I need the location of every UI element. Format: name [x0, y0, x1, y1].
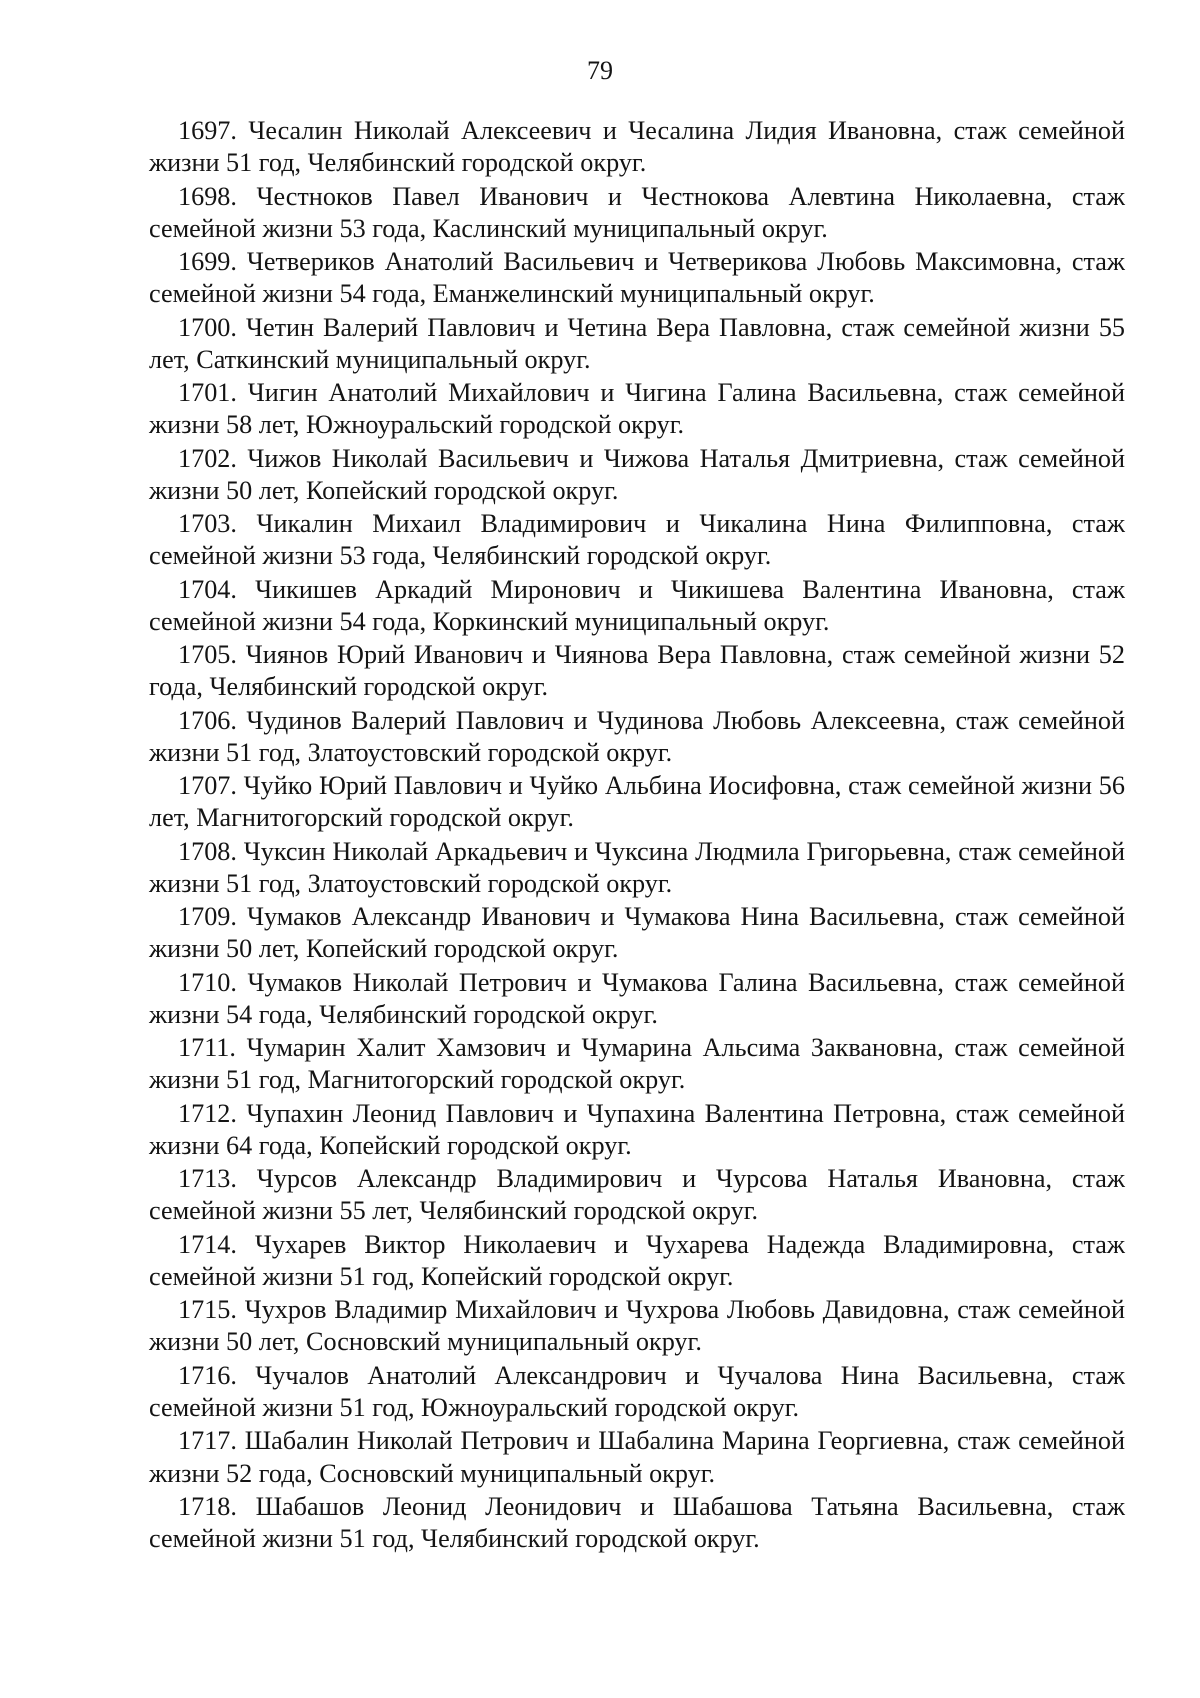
- entry-number: 1698.: [178, 181, 237, 211]
- entry-text: Чурсов Александр Владимирович и Чурсова Наталья Ивановна, стаж семейной жизни 55 лет, Челябинский городской округ.: [149, 1164, 1125, 1226]
- entry-number: 1718.: [178, 1491, 237, 1521]
- entry-text: Чупахин Леонид Павлович и Чупахина Валентина Петровна, стаж семейной жизни 64 года, Копейский городской округ.: [149, 1098, 1125, 1160]
- list-item: [149, 705, 1125, 770]
- entry-number: 1716.: [178, 1360, 237, 1390]
- entry-number: 1697.: [178, 116, 237, 145]
- entry-text: Шабалин Николай Петрович и Шабалина Марина Георгиевна, стаж семейной жизни 52 года, Сосновский муниципальный округ.: [149, 1426, 1125, 1488]
- entry-text: Четин Валерий Павлович и Четина Вера Павловна, стаж семейной жизни 55 лет, Саткинский муниципальный округ.: [149, 312, 1126, 374]
- entry-text: Чижов Николай Васильевич и Чижова Наталья Дмитриевна, стаж семейной жизни 50 лет, Копейский городской округ.: [149, 443, 1125, 505]
- entry-number: 1712.: [178, 1098, 237, 1128]
- entry-text: Шабашов Леонид Леонидович и Шабашова Татьяна Васильевна, стаж семейной жизни 51 год, Челябинский городской округ.: [149, 1491, 1125, 1554]
- entry-number: 1701.: [178, 378, 237, 408]
- entry-number: 1706.: [178, 705, 237, 735]
- entry-number: 1704.: [178, 574, 237, 604]
- list-item: [149, 115, 1125, 180]
- list-item: [149, 639, 1125, 704]
- entry-number: 1702.: [178, 443, 237, 473]
- entry-list: [149, 115, 1125, 1556]
- entry-text: Чикалин Михаил Владимирович и Чикалина Нина Филипповна, стаж семейной жизни 53 года, Челябинский городской округ.: [149, 509, 1125, 571]
- list-item: [149, 1098, 1125, 1163]
- entry-number: 1708.: [178, 836, 237, 866]
- entry-number: 1715.: [178, 1295, 237, 1325]
- entry-number: 1699.: [178, 247, 237, 277]
- entry-text: Четвериков Анатолий Васильевич и Четверикова Любовь Максимовна, стаж семейной жизни 54 года, Еманжелинский муниципальный округ.: [149, 247, 1125, 309]
- entry-text: Чумарин Халит Хамзович и Чумарина Альсима Заквановна, стаж семейной жизни 51 год, Магнитогорский городской округ.: [149, 1033, 1126, 1095]
- list-item: [149, 246, 1125, 311]
- entry-text: Чиянов Юрий Иванович и Чиянова Вера Павловна, стаж семейной жизни 52 года, Челябинский городской округ.: [149, 640, 1125, 702]
- entry-text: Чухров Владимир Михайлович и Чухрова Любовь Давидовна, стаж семейной жизни 50 лет, Сосновский муниципальный округ.: [149, 1295, 1125, 1357]
- list-item: [149, 181, 1125, 246]
- entry-number: 1707.: [178, 771, 237, 801]
- entry-text: Чудинов Валерий Павлович и Чудинова Любовь Алексеевна, стаж семейной жизни 51 год, Златоустовский городской округ.: [149, 705, 1125, 767]
- list-item: [149, 901, 1125, 966]
- list-item: [149, 770, 1125, 835]
- entry-number: 1713.: [178, 1164, 237, 1194]
- page-number: 79: [587, 56, 613, 85]
- list-item: [149, 574, 1125, 639]
- entry-text: Чумаков Николай Петрович и Чумакова Галина Васильевна, стаж семейной жизни 54 года, Челябинский городской округ.: [149, 967, 1125, 1029]
- entry-text: Чуйко Юрий Павлович и Чуйко Альбина Иосифовна, стаж семейной жизни 56 лет, Магнитогорский городской округ.: [149, 771, 1125, 833]
- entry-number: 1700.: [178, 312, 237, 342]
- list-item: [149, 443, 1125, 508]
- entry-number: 1717.: [178, 1426, 237, 1456]
- entry-number: 1710.: [178, 967, 237, 997]
- list-item: [149, 1163, 1125, 1228]
- list-item: [149, 508, 1125, 573]
- entry-text: Чуксин Николай Аркадьевич и Чуксина Людмила Григорьевна, стаж семейной жизни 51 год, Златоустовский городской округ.: [149, 836, 1125, 898]
- entry-number: 1711.: [178, 1033, 236, 1063]
- entry-text: Чесалин Николай Алексеевич и Чесалина Лидия Ивановна, стаж семейной жизни 51 год, Челябинский городской округ.: [149, 116, 1125, 178]
- list-item: [149, 1294, 1125, 1359]
- entry-number: 1709.: [178, 902, 237, 932]
- entry-text: Честноков Павел Иванович и Честнокова Алевтина Николаевна, стаж семейной жизни 53 года, Каслинский муниципальный округ.: [149, 181, 1125, 243]
- entry-number: 1714.: [178, 1229, 237, 1259]
- list-item: [149, 836, 1125, 901]
- list-item: [149, 377, 1125, 442]
- entry-number: 1703.: [178, 509, 237, 539]
- entry-text: Чучалов Анатолий Александрович и Чучалова Нина Васильевна, стаж семейной жизни 51 год, Южноуральский городской округ.: [149, 1360, 1125, 1422]
- entry-number: 1705.: [178, 640, 237, 670]
- list-item: [149, 1229, 1125, 1294]
- entry-text: Чикишев Аркадий Миронович и Чикишева Валентина Ивановна, стаж семейной жизни 54 года, Коркинский муниципальный округ.: [149, 574, 1125, 636]
- list-item: [149, 967, 1125, 1032]
- entry-text: Чумаков Александр Иванович и Чумакова Нина Васильевна, стаж семейной жизни 50 лет, Копейский городской округ.: [149, 902, 1125, 964]
- list-item: [149, 1360, 1125, 1425]
- entry-text: Чигин Анатолий Михайлович и Чигина Галина Васильевна, стаж семейной жизни 58 лет, Южноуральский городской округ.: [149, 378, 1126, 440]
- list-item: [149, 1491, 1125, 1556]
- list-item: [149, 1032, 1125, 1097]
- list-item: [149, 312, 1125, 377]
- list-item: [149, 1425, 1125, 1490]
- entry-text: Чухарев Виктор Николаевич и Чухарева Надежда Владимировна, стаж семейной жизни 51 год, Копейский городской округ.: [149, 1229, 1125, 1291]
